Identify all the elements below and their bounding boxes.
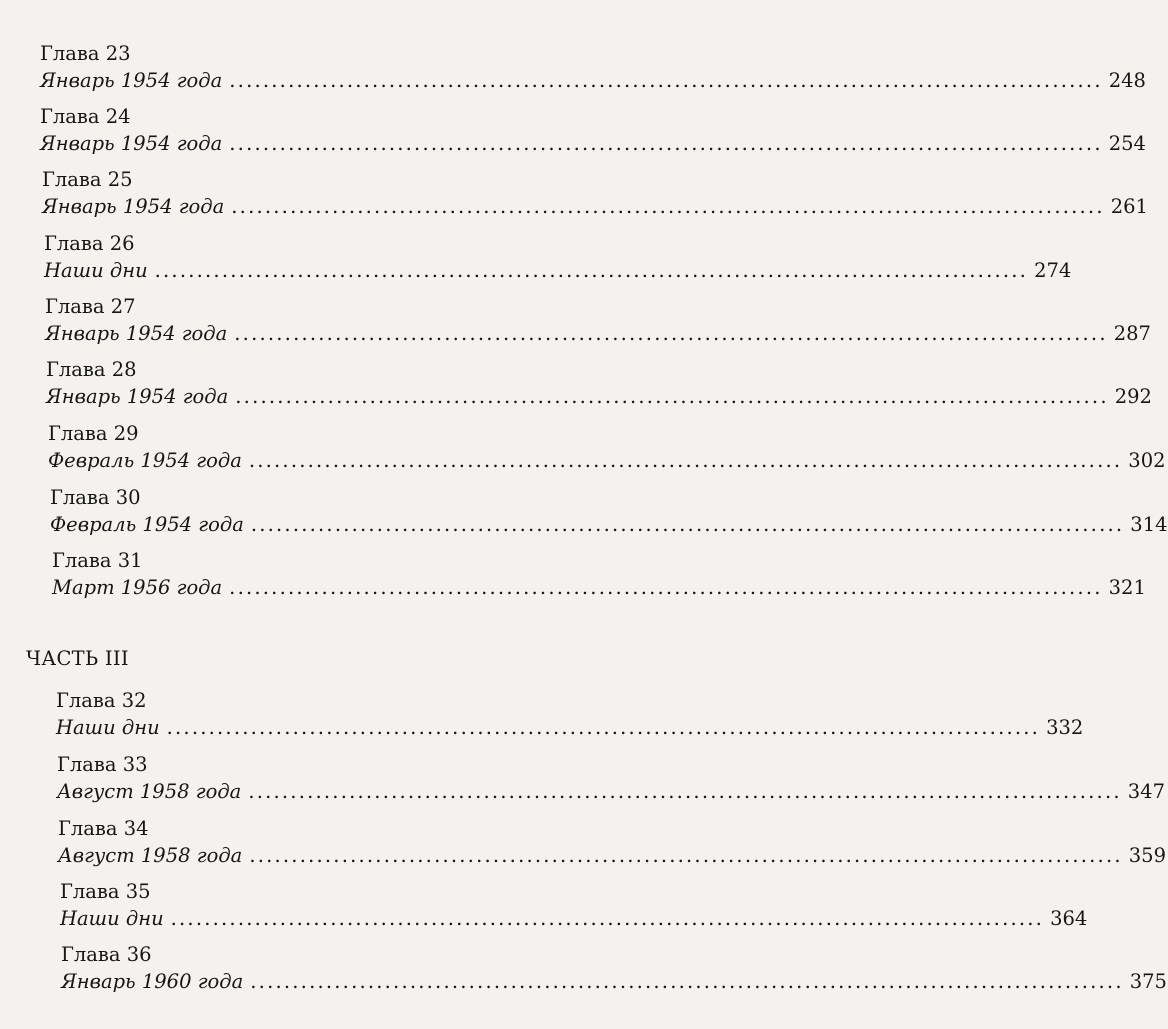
dot-leader: ........................................................................................................ <box>250 513 1125 536</box>
page-number: 302 <box>1128 449 1166 472</box>
toc-entry <box>46 357 1152 410</box>
chapter-title: Наши дни <box>56 716 160 739</box>
dot-leader: ........................................................................................................ <box>248 449 1123 472</box>
chapter-title: Август 1958 года <box>57 780 242 803</box>
chapter-title: Август 1958 года <box>58 844 243 867</box>
toc-entry <box>58 816 1166 869</box>
page-number: 314 <box>1130 513 1168 536</box>
page-number: 359 <box>1128 844 1166 867</box>
chapter-number: Глава 33 <box>57 753 148 776</box>
chapter-number: Глава 30 <box>50 486 141 509</box>
chapter-title: Январь 1954 года <box>45 322 228 345</box>
chapter-number: Глава 36 <box>61 943 152 966</box>
toc-entry <box>56 688 1084 741</box>
toc-entry <box>60 879 1088 932</box>
page-number: 375 <box>1129 970 1167 993</box>
dot-leader: ........................................................................................................ <box>229 132 1103 155</box>
dot-leader: ........................................................................................................ <box>231 195 1105 218</box>
page-number: 321 <box>1108 576 1146 599</box>
chapter-number: Глава 28 <box>46 358 137 381</box>
chapter-title: Февраль 1954 года <box>50 513 244 536</box>
dot-leader: ........................................................................................................ <box>229 69 1103 92</box>
dot-leader: ........................................................................................................ <box>235 385 1109 408</box>
chapter-title: Январь 1954 года <box>40 69 223 92</box>
toc-entry <box>42 167 1148 220</box>
chapter-number: Глава 25 <box>42 168 133 191</box>
chapter-title: Март 1956 года <box>52 576 223 599</box>
chapter-number: Глава 23 <box>40 42 131 65</box>
chapter-title: Январь 1960 года <box>61 970 244 993</box>
page-number: 254 <box>1108 132 1146 155</box>
page-number: 364 <box>1050 907 1088 930</box>
toc-entry <box>40 41 1146 94</box>
dot-leader: ........................................................................................................ <box>248 780 1122 803</box>
toc-entry <box>48 421 1166 474</box>
toc-entry <box>44 231 1072 284</box>
dot-leader: ........................................................................................................ <box>249 844 1123 867</box>
toc-entry <box>45 294 1151 347</box>
chapter-title: Январь 1954 года <box>46 385 229 408</box>
dot-leader: ........................................................................................................ <box>234 322 1108 345</box>
page-number: 248 <box>1108 69 1146 92</box>
page-number: 261 <box>1110 195 1148 218</box>
chapter-number: Глава 24 <box>40 105 131 128</box>
chapter-number: Глава 31 <box>52 549 143 572</box>
chapter-number: Глава 29 <box>48 422 139 445</box>
toc-entry <box>61 942 1167 995</box>
chapter-number: Глава 35 <box>60 880 151 903</box>
page-number: 347 <box>1127 780 1165 803</box>
page-number: 292 <box>1114 385 1152 408</box>
dot-leader: ........................................................................................................ <box>166 716 1041 739</box>
page-number: 287 <box>1113 322 1151 345</box>
chapter-title: Февраль 1954 года <box>48 449 242 472</box>
chapter-title: Январь 1954 года <box>40 132 223 155</box>
chapter-number: Глава 27 <box>45 295 136 318</box>
part-heading: ЧАСТЬ III <box>26 647 129 670</box>
dot-leader: ........................................................................................................ <box>154 259 1029 282</box>
toc-entry <box>57 752 1165 805</box>
toc-entry <box>52 548 1146 601</box>
dot-leader: ........................................................................................................ <box>250 970 1124 993</box>
chapter-number: Глава 32 <box>56 689 147 712</box>
toc-entry <box>50 485 1168 538</box>
dot-leader: ........................................................................................................ <box>170 907 1045 930</box>
toc-entry <box>40 104 1146 157</box>
page-number: 332 <box>1046 716 1084 739</box>
dot-leader: ........................................................................................................ <box>229 576 1103 599</box>
chapter-title: Январь 1954 года <box>42 195 225 218</box>
chapter-number: Глава 26 <box>44 232 135 255</box>
chapter-title: Наши дни <box>44 259 148 282</box>
page-number: 274 <box>1034 259 1072 282</box>
chapter-title: Наши дни <box>60 907 164 930</box>
chapter-number: Глава 34 <box>58 817 149 840</box>
